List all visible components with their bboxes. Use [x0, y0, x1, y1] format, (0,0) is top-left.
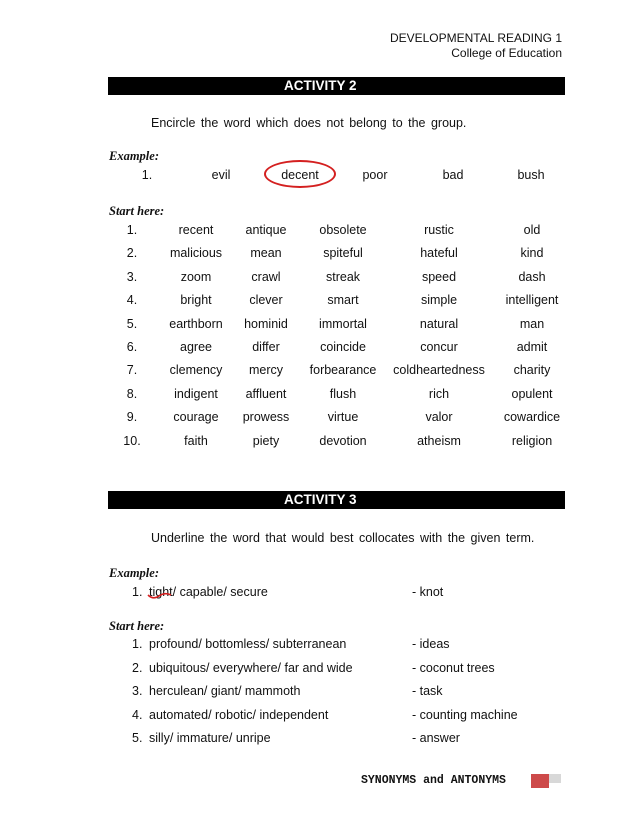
word-choice: clemency: [169, 363, 223, 377]
word-choice: intelligent: [505, 293, 559, 307]
row-number: 2.: [132, 661, 143, 675]
row-number: 9.: [126, 410, 138, 424]
word-choice: natural: [419, 317, 459, 331]
word-choice: forbearance: [309, 363, 377, 377]
row-number: 1.: [126, 223, 138, 237]
word-choice: old: [523, 223, 541, 237]
header-course: DEVELOPMENTAL READING 1: [389, 31, 562, 45]
collocation-choices: automated/ robotic/ independent: [149, 708, 329, 722]
example-word: bad: [442, 168, 464, 182]
word-choice: mercy: [248, 363, 284, 377]
header-college: College of Education: [451, 46, 562, 60]
activity2-title: ACTIVITY 2: [284, 78, 357, 93]
word-choice: spiteful: [323, 246, 363, 260]
word-choice: prowess: [242, 410, 290, 424]
word-choice: hateful: [420, 246, 458, 260]
word-choice: man: [519, 317, 545, 331]
row-number: 5.: [126, 317, 138, 331]
activity3-example-num: 1.: [132, 585, 143, 599]
activity2-example-label: Example:: [109, 149, 159, 163]
word-choice: recent: [178, 223, 214, 237]
word-choice: rustic: [424, 223, 454, 237]
word-choice: hominid: [244, 317, 288, 331]
footer-gray-square: [549, 774, 561, 783]
collocation-choices: ubiquitous/ everywhere/ far and wide: [149, 661, 353, 675]
word-choice: crawl: [251, 270, 281, 284]
row-number: 7.: [126, 363, 138, 377]
activity3-example-term: - knot: [412, 585, 444, 599]
word-choice: coldheartedness: [393, 363, 485, 377]
word-choice: immortal: [319, 317, 367, 331]
word-choice: rich: [428, 387, 450, 401]
word-choice: courage: [173, 410, 219, 424]
activity3-title: ACTIVITY 3: [284, 492, 357, 507]
word-choice: concur: [420, 340, 458, 354]
given-term: - task: [412, 684, 443, 698]
activity2-start-label: Start here:: [109, 204, 165, 218]
collocation-choices: silly/ immature/ unripe: [149, 731, 271, 745]
word-choice: zoom: [180, 270, 212, 284]
activity3-start-label: Start here:: [109, 619, 165, 633]
given-term: - coconut trees: [412, 661, 495, 675]
word-choice: clever: [249, 293, 283, 307]
given-term: - ideas: [412, 637, 450, 651]
row-number: 6.: [126, 340, 138, 354]
word-choice: charity: [513, 363, 551, 377]
word-choice: streak: [325, 270, 361, 284]
word-choice: atheism: [417, 434, 461, 448]
word-choice: opulent: [511, 387, 553, 401]
word-choice: speed: [421, 270, 457, 284]
encircled-answer-mark: [264, 160, 336, 188]
collocation-choices: herculean/ giant/ mammoth: [149, 684, 301, 698]
given-term: - counting machine: [412, 708, 518, 722]
word-choice: valor: [425, 410, 453, 424]
word-choice: mean: [250, 246, 282, 260]
activity3-example-label: Example:: [109, 566, 159, 580]
footer-title: SYNONYMS and ANTONYMS: [361, 774, 506, 787]
example-word: bush: [517, 168, 545, 182]
word-choice: flush: [329, 387, 357, 401]
word-choice: affluent: [245, 387, 287, 401]
activity2-title-bar: [108, 77, 565, 95]
row-number: 4.: [126, 293, 138, 307]
given-term: - answer: [412, 731, 460, 745]
word-choice: obsolete: [319, 223, 367, 237]
word-choice: religion: [511, 434, 553, 448]
activity3-title-bar: [108, 491, 565, 509]
row-number: 3.: [126, 270, 138, 284]
activity3-instruction: Underline the word that would best collocates with the given term.: [151, 531, 535, 545]
word-choice: earthborn: [169, 317, 223, 331]
word-choice: bright: [180, 293, 212, 307]
word-choice: cowardice: [503, 410, 561, 424]
word-choice: agree: [180, 340, 212, 354]
word-choice: piety: [252, 434, 280, 448]
row-number: 3.: [132, 684, 143, 698]
word-choice: malicious: [169, 246, 223, 260]
row-number: 10.: [123, 434, 141, 448]
word-choice: kind: [520, 246, 544, 260]
word-choice: indigent: [174, 387, 218, 401]
word-choice: differ: [252, 340, 280, 354]
word-choice: coincide: [320, 340, 366, 354]
word-choice: smart: [327, 293, 359, 307]
collocation-choices: profound/ bottomless/ subterranean: [149, 637, 347, 651]
row-number: 5.: [132, 731, 143, 745]
example-number: 1.: [141, 168, 153, 182]
word-choice: virtue: [327, 410, 359, 424]
underline-squiggle-mark: [147, 592, 173, 600]
word-choice: antique: [245, 223, 287, 237]
word-choice: devotion: [319, 434, 367, 448]
example-word: evil: [211, 168, 231, 182]
word-choice: admit: [516, 340, 548, 354]
row-number: 2.: [126, 246, 138, 260]
word-choice: dash: [518, 270, 546, 284]
row-number: 1.: [132, 637, 143, 651]
example-word: decent: [281, 168, 319, 182]
row-number: 4.: [132, 708, 143, 722]
example-word: poor: [362, 168, 388, 182]
word-choice: simple: [420, 293, 458, 307]
row-number: 8.: [126, 387, 138, 401]
activity3-example-choices: tight/ capable/ secure: [149, 585, 268, 599]
activity2-instruction: Encircle the word which does not belong to the group.: [151, 116, 467, 130]
word-choice: faith: [184, 434, 208, 448]
footer-red-square: [531, 774, 549, 788]
